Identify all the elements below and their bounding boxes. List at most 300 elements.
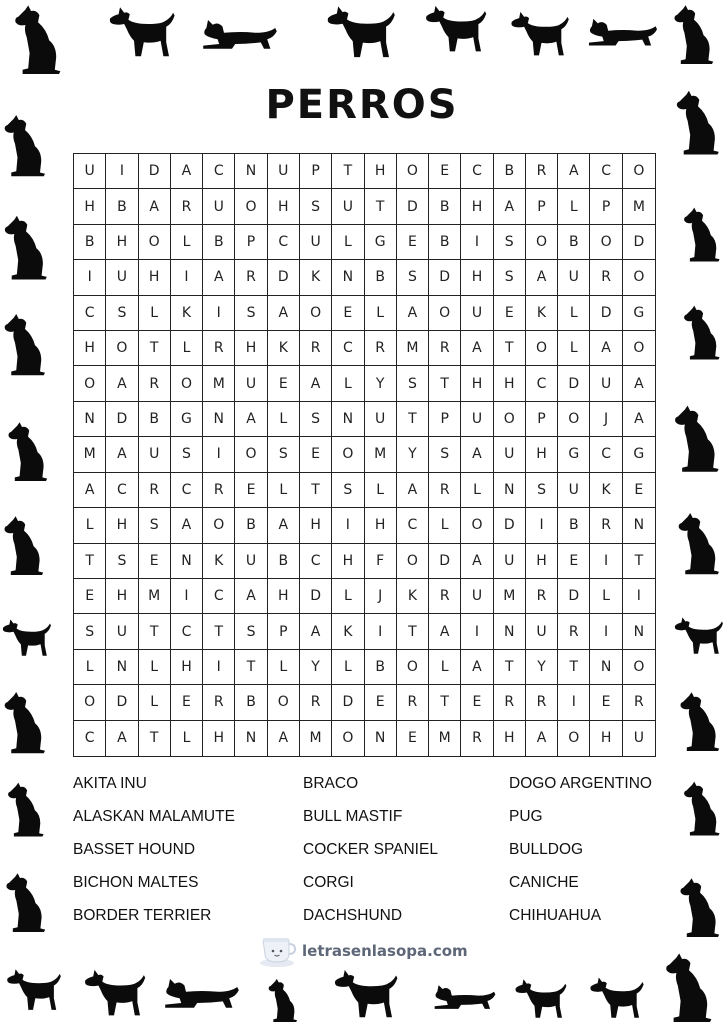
grid-cell: A bbox=[623, 366, 655, 401]
grid-cell: P bbox=[526, 402, 558, 437]
grid-cell: P bbox=[235, 225, 267, 260]
grid-cell: N bbox=[623, 614, 655, 649]
grid-cell: I bbox=[171, 579, 203, 614]
grid-cell: A bbox=[106, 437, 138, 472]
grid-cell: C bbox=[74, 296, 106, 331]
grid-cell: N bbox=[623, 508, 655, 543]
grid-cell: P bbox=[429, 402, 461, 437]
grid-cell: L bbox=[268, 473, 300, 508]
grid-cell: D bbox=[558, 579, 590, 614]
grid-cell: N bbox=[494, 614, 526, 649]
grid-cell: K bbox=[268, 331, 300, 366]
word-search-grid bbox=[73, 153, 656, 757]
grid-cell: C bbox=[590, 154, 622, 189]
grid-cell: S bbox=[429, 437, 461, 472]
grid-cell: S bbox=[494, 260, 526, 295]
grid-cell: S bbox=[106, 544, 138, 579]
grid-cell: E bbox=[171, 685, 203, 720]
grid-cell: O bbox=[429, 296, 461, 331]
grid-cell: A bbox=[106, 721, 138, 756]
dog-silhouette-icon bbox=[508, 8, 570, 58]
grid-cell: E bbox=[494, 296, 526, 331]
grid-cell: B bbox=[139, 402, 171, 437]
grid-cell: E bbox=[590, 685, 622, 720]
grid-cell: O bbox=[558, 721, 590, 756]
grid-cell: N bbox=[365, 721, 397, 756]
grid-cell: H bbox=[106, 508, 138, 543]
grid-cell: D bbox=[623, 225, 655, 260]
grid-cell: S bbox=[300, 402, 332, 437]
grid-cell: G bbox=[623, 296, 655, 331]
grid-cell: E bbox=[139, 544, 171, 579]
grid-cell: U bbox=[74, 154, 106, 189]
grid-cell: A bbox=[461, 544, 493, 579]
grid-cell: U bbox=[633, 730, 644, 747]
grid-cell: M bbox=[74, 437, 106, 472]
dog-silhouette-icon bbox=[162, 962, 242, 1020]
grid-cell: O bbox=[332, 721, 364, 756]
grid-cell: H bbox=[590, 721, 622, 756]
dog-silhouette-icon bbox=[190, 12, 290, 52]
grid-cell: K bbox=[203, 544, 235, 579]
grid-cell: A bbox=[171, 508, 203, 543]
grid-cell: R bbox=[203, 685, 235, 720]
brand-footer bbox=[258, 932, 488, 970]
grid-cell: H bbox=[300, 508, 332, 543]
grid-cell: S bbox=[526, 473, 558, 508]
grid-cell: M bbox=[139, 579, 171, 614]
grid-cell: B bbox=[106, 189, 138, 224]
grid-cell: A bbox=[494, 189, 526, 224]
grid-cell: E bbox=[365, 685, 397, 720]
grid-cell: R bbox=[171, 189, 203, 224]
grid-cell: L bbox=[139, 650, 171, 685]
grid-cell: O bbox=[623, 260, 655, 295]
grid-cell: I bbox=[106, 154, 138, 189]
grid-cell: D bbox=[558, 366, 590, 401]
grid-cell: N bbox=[106, 650, 138, 685]
dog-silhouette-icon bbox=[584, 974, 648, 1020]
grid-cell: O bbox=[494, 402, 526, 437]
dog-silhouette-icon bbox=[676, 876, 724, 938]
grid-cell: B bbox=[365, 260, 397, 295]
grid-cell: O bbox=[74, 366, 106, 401]
grid-cell: G bbox=[623, 437, 655, 472]
grid-cell: H bbox=[139, 260, 171, 295]
grid-cell: B bbox=[235, 685, 267, 720]
word-item: ALASKAN MALAMUTE bbox=[73, 808, 235, 825]
dog-silhouette-icon bbox=[0, 600, 52, 674]
dog-silhouette-icon bbox=[680, 296, 724, 368]
dog-silhouette-icon bbox=[672, 82, 724, 162]
grid-cell: C bbox=[590, 437, 622, 472]
grid-cell: L bbox=[429, 650, 461, 685]
grid-cell: D bbox=[590, 296, 622, 331]
grid-cell: K bbox=[397, 579, 429, 614]
grid-cell: H bbox=[203, 721, 235, 756]
grid-cell: U bbox=[558, 260, 590, 295]
grid-cell: O bbox=[397, 544, 429, 579]
grid-cell: D bbox=[268, 260, 300, 295]
dog-silhouette-icon bbox=[4, 776, 48, 842]
grid-cell: P bbox=[590, 189, 622, 224]
grid-cell: M bbox=[623, 189, 655, 224]
grid-cell: N bbox=[332, 402, 364, 437]
grid-cell: S bbox=[235, 296, 267, 331]
grid-cell: H bbox=[461, 366, 493, 401]
grid-cell: U bbox=[139, 437, 171, 472]
grid-cell: A bbox=[106, 366, 138, 401]
grid-cell: T bbox=[429, 685, 461, 720]
dog-silhouette-icon bbox=[672, 600, 724, 670]
grid-cell: T bbox=[139, 721, 171, 756]
grid-cell: H bbox=[494, 721, 526, 756]
grid-cell: D bbox=[300, 579, 332, 614]
grid-cell: J bbox=[365, 579, 397, 614]
grid-cell: I bbox=[623, 579, 655, 614]
grid-cell: D bbox=[139, 154, 171, 189]
word-item: PUG bbox=[509, 808, 543, 825]
grid-cell: N bbox=[235, 721, 267, 756]
dog-silhouette-icon bbox=[680, 772, 724, 844]
grid-cell: E bbox=[332, 296, 364, 331]
grid-cell: B bbox=[268, 544, 300, 579]
grid-cell: A bbox=[300, 366, 332, 401]
grid-cell: A bbox=[300, 614, 332, 649]
tea-cup-logo-icon bbox=[258, 934, 296, 968]
grid-cell: L bbox=[332, 650, 364, 685]
dog-silhouette-icon bbox=[0, 302, 50, 386]
grid-cell: U bbox=[106, 614, 138, 649]
word-list bbox=[73, 770, 673, 930]
grid-cell: H bbox=[268, 189, 300, 224]
grid-cell: D bbox=[106, 685, 138, 720]
grid-cell: B bbox=[235, 508, 267, 543]
dog-silhouette-icon bbox=[74, 966, 154, 1018]
word-item: BULL MASTIF bbox=[303, 808, 403, 825]
grid-cell: T bbox=[494, 650, 526, 685]
grid-cell: E bbox=[558, 544, 590, 579]
dog-silhouette-icon bbox=[4, 416, 52, 486]
word-item: CHIHUAHUA bbox=[509, 907, 602, 924]
grid-cell: H bbox=[106, 225, 138, 260]
grid-cell: H bbox=[268, 579, 300, 614]
word-item: BASSET HOUND bbox=[73, 841, 196, 858]
grid-cell: T bbox=[623, 544, 655, 579]
dog-silhouette-icon bbox=[586, 6, 660, 54]
grid-cell: I bbox=[74, 260, 106, 295]
grid-cell: S bbox=[235, 614, 267, 649]
grid-cell: H bbox=[235, 331, 267, 366]
grid-cell: U bbox=[332, 189, 364, 224]
grid-cell: D bbox=[106, 402, 138, 437]
grid-cell: U bbox=[558, 473, 590, 508]
grid-cell: O bbox=[300, 296, 332, 331]
grid-cell: M bbox=[494, 579, 526, 614]
grid-cell: R bbox=[429, 331, 461, 366]
grid-cell: R bbox=[590, 508, 622, 543]
grid-cell: R bbox=[526, 579, 558, 614]
grid-cell: I bbox=[203, 650, 235, 685]
grid-cell: C bbox=[203, 579, 235, 614]
grid-cell: L bbox=[429, 508, 461, 543]
grid-cell: U bbox=[268, 154, 300, 189]
grid-cell: M bbox=[203, 366, 235, 401]
grid-cell: H bbox=[461, 189, 493, 224]
grid-cell: L bbox=[590, 579, 622, 614]
grid-cell: L bbox=[171, 721, 203, 756]
grid-cell: A bbox=[235, 579, 267, 614]
grid-cell: B bbox=[494, 154, 526, 189]
grid-cell: H bbox=[74, 331, 106, 366]
grid-cell: N bbox=[332, 260, 364, 295]
grid-cell: P bbox=[526, 189, 558, 224]
grid-cell: R bbox=[300, 685, 332, 720]
grid-cell: I bbox=[461, 614, 493, 649]
grid-cell: N bbox=[203, 402, 235, 437]
grid-cell: R bbox=[526, 154, 558, 189]
grid-cell: O bbox=[106, 331, 138, 366]
grid-cell: L bbox=[332, 579, 364, 614]
word-item: BULLDOG bbox=[509, 841, 584, 858]
grid-cell: E bbox=[397, 225, 429, 260]
grid-cell: T bbox=[332, 154, 364, 189]
grid-cell: O bbox=[461, 508, 493, 543]
page-title: PERROS bbox=[265, 82, 459, 128]
grid-cell: C bbox=[203, 154, 235, 189]
word-item: COCKER SPANIEL bbox=[303, 841, 438, 858]
grid-cell: L bbox=[365, 296, 397, 331]
grid-cell: G bbox=[171, 402, 203, 437]
grid-cell: R bbox=[397, 685, 429, 720]
grid-cell: L bbox=[268, 402, 300, 437]
grid-cell: A bbox=[526, 260, 558, 295]
grid-cell: H bbox=[494, 366, 526, 401]
grid-cell: A bbox=[268, 296, 300, 331]
grid-cell: H bbox=[74, 189, 106, 224]
grid-cell: T bbox=[300, 473, 332, 508]
grid-cell: K bbox=[590, 473, 622, 508]
grid-cell: H bbox=[106, 579, 138, 614]
grid-cell: U bbox=[461, 296, 493, 331]
grid-cell: S bbox=[300, 189, 332, 224]
dog-silhouette-icon bbox=[106, 2, 176, 60]
grid-cell: O bbox=[397, 154, 429, 189]
grid-cell: H bbox=[461, 260, 493, 295]
dog-silhouette-icon bbox=[674, 502, 724, 584]
grid-cell: A bbox=[397, 296, 429, 331]
grid-cell: O bbox=[203, 508, 235, 543]
grid-cell: I bbox=[171, 260, 203, 295]
grid-cell: M bbox=[300, 721, 332, 756]
grid-cell: Y bbox=[526, 650, 558, 685]
grid-cell: D bbox=[429, 544, 461, 579]
grid-cell: O bbox=[268, 685, 300, 720]
dog-silhouette-icon bbox=[654, 952, 724, 1022]
grid-cell: T bbox=[139, 614, 171, 649]
grid-cell: L bbox=[332, 366, 364, 401]
dog-silhouette-icon bbox=[0, 512, 48, 578]
dog-silhouette-icon bbox=[676, 688, 724, 754]
word-item: BORDER TERRIER bbox=[73, 907, 212, 924]
grid-cell: A bbox=[461, 437, 493, 472]
grid-cell: O bbox=[235, 189, 267, 224]
grid-cell: I bbox=[558, 685, 590, 720]
grid-cell: M bbox=[429, 721, 461, 756]
dog-silhouette-icon bbox=[0, 690, 50, 754]
grid-cell: R bbox=[526, 685, 558, 720]
grid-cell: C bbox=[300, 544, 332, 579]
grid-cell: N bbox=[171, 544, 203, 579]
grid-cell: A bbox=[429, 614, 461, 649]
grid-cell: I bbox=[526, 508, 558, 543]
grid-cell: L bbox=[74, 508, 106, 543]
grid-cell: C bbox=[171, 473, 203, 508]
grid-cell: R bbox=[494, 685, 526, 720]
grid-cell: C bbox=[74, 721, 106, 756]
grid-cell: L bbox=[461, 473, 493, 508]
grid-cell: E bbox=[461, 685, 493, 720]
grid-cell: O bbox=[332, 437, 364, 472]
grid-cell: I bbox=[590, 614, 622, 649]
grid-cell: T bbox=[397, 402, 429, 437]
grid-cell: H bbox=[171, 650, 203, 685]
grid-cell: H bbox=[332, 544, 364, 579]
grid-cell: T bbox=[429, 366, 461, 401]
grid-cell: P bbox=[268, 614, 300, 649]
grid-cell: T bbox=[558, 650, 590, 685]
grid-cell: T bbox=[235, 650, 267, 685]
grid-cell: N bbox=[494, 473, 526, 508]
grid-cell: A bbox=[526, 721, 558, 756]
grid-cell: B bbox=[203, 225, 235, 260]
grid-cell: S bbox=[494, 225, 526, 260]
grid-cell: N bbox=[74, 402, 106, 437]
grid-cell: A bbox=[558, 154, 590, 189]
grid-cell: Y bbox=[300, 650, 332, 685]
grid-cell: H bbox=[526, 544, 558, 579]
grid-cell: G bbox=[558, 437, 590, 472]
dog-silhouette-icon bbox=[312, 2, 408, 60]
grid-cell: U bbox=[106, 260, 138, 295]
grid-cell: K bbox=[300, 260, 332, 295]
grid-cell: A bbox=[139, 189, 171, 224]
grid-cell: H bbox=[365, 154, 397, 189]
grid-cell: I bbox=[203, 437, 235, 472]
grid-cell: U bbox=[494, 544, 526, 579]
grid-cell: O bbox=[526, 225, 558, 260]
grid-cell: A bbox=[461, 650, 493, 685]
grid-cell: L bbox=[558, 189, 590, 224]
grid-cell: S bbox=[268, 437, 300, 472]
grid-cell: A bbox=[268, 721, 300, 756]
grid-cell: L bbox=[558, 296, 590, 331]
grid-cell: F bbox=[365, 544, 397, 579]
grid-cell: L bbox=[558, 331, 590, 366]
grid-cell: P bbox=[300, 154, 332, 189]
grid-cell: L bbox=[171, 331, 203, 366]
grid-cell: R bbox=[461, 721, 493, 756]
grid-cell: T bbox=[203, 614, 235, 649]
grid-cell: A bbox=[461, 331, 493, 366]
grid-cell: C bbox=[268, 225, 300, 260]
grid-cell: C bbox=[171, 614, 203, 649]
dog-silhouette-icon bbox=[4, 958, 62, 1020]
grid-cell: T bbox=[397, 614, 429, 649]
grid-cell: C bbox=[397, 508, 429, 543]
grid-cell: D bbox=[332, 685, 364, 720]
grid-cell: U bbox=[235, 544, 267, 579]
grid-cell: L bbox=[139, 296, 171, 331]
grid-cell: A bbox=[590, 331, 622, 366]
grid-cell: L bbox=[139, 685, 171, 720]
grid-cell: C bbox=[461, 154, 493, 189]
grid-cell: B bbox=[558, 225, 590, 260]
grid-cell: R bbox=[300, 331, 332, 366]
grid-cell: I bbox=[365, 614, 397, 649]
grid-cell: E bbox=[429, 154, 461, 189]
word-item: CANICHE bbox=[509, 874, 579, 891]
grid-cell: U bbox=[526, 614, 558, 649]
grid-cell: L bbox=[74, 650, 106, 685]
grid-cell: I bbox=[590, 544, 622, 579]
brand-text: letrasenlasopa.com bbox=[302, 942, 468, 960]
word-item: DOGO ARGENTINO bbox=[509, 775, 652, 792]
grid-cell: I bbox=[461, 225, 493, 260]
grid-cell: O bbox=[397, 650, 429, 685]
grid-cell: T bbox=[494, 331, 526, 366]
grid-cell: R bbox=[139, 473, 171, 508]
grid-cell: R bbox=[623, 685, 655, 720]
grid-cell: E bbox=[268, 366, 300, 401]
grid-cell: R bbox=[203, 331, 235, 366]
grid-cell: R bbox=[365, 331, 397, 366]
grid-cell: C bbox=[106, 473, 138, 508]
grid-cell: S bbox=[106, 296, 138, 331]
grid-cell: R bbox=[235, 260, 267, 295]
grid-cell: U bbox=[300, 225, 332, 260]
grid-cell: U bbox=[461, 579, 493, 614]
grid-cell: O bbox=[558, 402, 590, 437]
grid-cell: N bbox=[590, 650, 622, 685]
grid-cell: S bbox=[332, 473, 364, 508]
grid-cell: Y bbox=[365, 366, 397, 401]
dog-silhouette-icon bbox=[262, 978, 304, 1022]
grid-cell: R bbox=[429, 579, 461, 614]
grid-cell: K bbox=[332, 614, 364, 649]
grid-cell: E bbox=[623, 473, 655, 508]
grid-cell: A bbox=[203, 260, 235, 295]
grid-cell: S bbox=[397, 260, 429, 295]
dog-silhouette-icon bbox=[0, 96, 50, 194]
grid-cell: B bbox=[74, 225, 106, 260]
dog-silhouette-icon bbox=[418, 2, 492, 54]
grid-cell: E bbox=[300, 437, 332, 472]
grid-cell: L bbox=[268, 650, 300, 685]
grid-cell: M bbox=[365, 437, 397, 472]
grid-cell: S bbox=[74, 614, 106, 649]
grid-cell: A bbox=[623, 402, 655, 437]
word-item: DACHSHUND bbox=[303, 907, 403, 924]
grid-cell: R bbox=[558, 614, 590, 649]
dog-silhouette-icon bbox=[670, 392, 724, 484]
word-item: CORGI bbox=[303, 874, 354, 891]
grid-cell: D bbox=[494, 508, 526, 543]
grid-cell: U bbox=[203, 189, 235, 224]
grid-cell: C bbox=[332, 331, 364, 366]
grid-cell: U bbox=[365, 402, 397, 437]
grid-cell: T bbox=[139, 331, 171, 366]
